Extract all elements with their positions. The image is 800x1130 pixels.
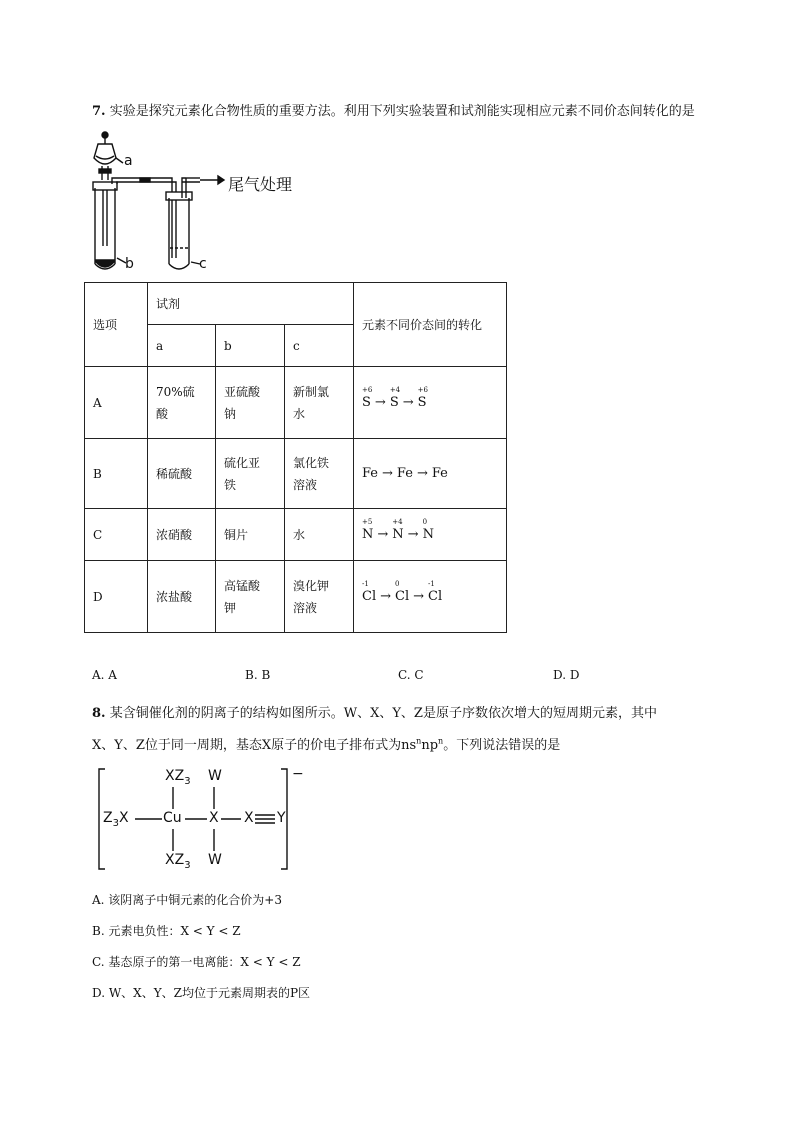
reagent-c-line1: 新制氯 [293,384,330,399]
conversion-chain [362,386,428,410]
conversion-cell [354,367,507,439]
q8-option-d: D. W、X、Y、Z均位于元素周期表的P区 [92,986,311,1000]
q7-answer-c: C. C [398,668,424,682]
reagent-b-line2: 钾 [224,600,237,615]
q7-answer-b: B. B [245,668,271,682]
table-row [85,509,507,561]
reagent-b-line1: 高锰酸 [224,578,261,593]
q8-option-b: B. 元素电负性：X < Y < Z [92,924,241,938]
oxidation-state: -1 [362,580,369,588]
element-text: Fe [431,466,448,481]
reagent-a [148,509,216,561]
subheader-a: a [148,325,216,367]
connecting-tube [112,178,176,258]
element-symbol [397,466,413,481]
q8-stem-text-2mid: np [421,738,439,753]
oxidation-state: +6 [417,386,428,394]
reagent-c [285,509,354,561]
q8-stem-line1 [92,702,657,721]
q8-stem-text-2a: X、Y、Z位于同一周期，基态X原子的价电子排布式为ns [92,738,417,753]
arrow-icon: → [413,589,425,604]
arrow-icon: → [416,466,428,481]
reagent-b-line1: 硫化亚 [224,455,261,470]
struct-charge: − [292,766,304,782]
oxidation-state: +4 [392,518,403,526]
q8-sup1: n [416,736,422,746]
element-symbol [422,518,434,542]
element-symbol [392,518,404,542]
reagent-table [84,282,507,633]
arrow-icon: → [374,395,386,410]
q7-answer-a: A. A [92,668,117,682]
element-text: S [362,395,371,410]
reagent-a-line2: 酸 [156,406,169,421]
struct-center-x: X [209,810,219,826]
struct-right-x: X [244,810,254,826]
conversion-cell [354,509,507,561]
reagent-c [285,561,354,633]
header-option: 选项 [85,283,148,367]
struct-bottom-left: $XZ_3$ [165,852,191,871]
q8-stem-line2 [92,734,560,753]
header-reagent: 试剂 [148,283,354,325]
label-a: a [124,153,133,169]
row-option: B [85,439,148,509]
element-symbol [428,580,443,604]
oxidation-state: -1 [428,580,435,588]
conversion-chain [362,580,443,604]
element-symbol [417,386,428,410]
apparatus-diagram [90,126,320,276]
reagent-a-line1: 70%硫 [156,384,195,399]
arrow-icon: → [380,589,392,604]
element-symbol [362,580,377,604]
reagent-a-line1: 浓硝酸 [156,527,193,542]
reagent-a [148,439,216,509]
reagent-b [216,509,285,561]
element-symbol [362,466,378,481]
conversion-cell [354,439,507,509]
reagent-b-line1: 铜片 [224,527,249,542]
exhaust-label: 尾气处理 [228,175,293,194]
row-option: A [85,367,148,439]
conversion-cell [354,561,507,633]
reagent-a-line1: 稀硫酸 [156,466,193,481]
struct-cu: Cu [163,810,182,826]
reagent-c-line1: 水 [293,527,306,542]
reagent-b-line2: 铁 [224,477,237,492]
reagent-b-line2: 钠 [224,406,237,421]
subheader-b: b [216,325,285,367]
reagent-c-line2: 溶液 [293,477,318,492]
reagent-a-line1: 浓盐酸 [156,589,193,604]
q8-option-c: C. 基态原子的第一电离能：X < Y < Z [92,955,301,969]
test-tube-c [166,178,200,269]
header-conversion: 元素不同价态间的转化 [354,283,507,367]
reagent-b [216,439,285,509]
reagent-c [285,439,354,509]
element-symbol [432,466,448,481]
reagent-c [285,367,354,439]
reagent-a [148,561,216,633]
element-symbol [362,518,374,542]
exhaust-arrow-icon [200,176,224,184]
arrow-icon: → [407,527,419,542]
oxidation-state: +5 [362,518,373,526]
label-c: c [199,256,207,272]
element-text: N [392,527,404,542]
q8-number: 8. [92,706,106,721]
reagent-c-line2: 溶液 [293,600,318,615]
reagent-b-line1: 亚硫酸 [224,384,261,399]
row-option: D [85,561,148,633]
element-text: N [362,527,374,542]
label-b: b [125,256,134,272]
oxidation-state: 0 [395,580,400,588]
table-row [85,367,507,439]
struct-y: Y [277,810,286,826]
arrow-icon: → [402,395,414,410]
arrow-icon: → [382,466,393,481]
q8-stem-text-2b: 。下列说法错误的是 [443,738,561,753]
oxidation-state: 0 [422,518,428,526]
struct-top-right: W [208,768,222,784]
element-symbol [389,386,401,410]
test-tube-b [93,182,126,269]
arrow-icon: → [377,527,389,542]
table-row [85,439,507,509]
element-text: Fe [362,466,379,481]
element-text: S [389,395,399,410]
element-symbol [362,386,373,410]
reagent-a [148,367,216,439]
conversion-chain [362,518,434,542]
element-symbol [395,580,410,604]
table-row [85,561,507,633]
struct-left-group: $Z_3X$ [103,810,129,829]
separatory-funnel [94,132,123,180]
q7-stem [92,100,695,119]
q8-stem-text-1: 某含铜催化剂的阴离子的结构如图所示。W、X、Y、Z是原子序数依次增大的短周期元素，其中 [109,706,657,721]
element-text: Cl [395,589,410,604]
q7-stem-text: 实验是探究元素化合物性质的重要方法。利用下列实验装置和试剂能实现相应元素不同价态间转化的是 [109,104,695,119]
row-option: C [85,509,148,561]
q7-number: 7. [92,104,106,119]
reagent-c-line2: 水 [293,406,306,421]
q7-answer-d: D. D [553,668,580,682]
reagent-b [216,367,285,439]
oxidation-state: +6 [362,386,373,394]
reagent-c-line1: 氯化铁 [293,455,330,470]
oxidation-state: +4 [389,386,401,394]
reagent-b [216,561,285,633]
reagent-c-line1: 溴化钾 [293,578,330,593]
element-text: Cl [428,589,443,604]
struct-bottom-right: W [208,852,222,868]
q8-sup2: n [438,736,444,746]
element-text: Cl [362,589,377,604]
conversion-chain [362,466,448,481]
element-text: S [417,395,427,410]
subheader-c: c [285,325,354,367]
element-text: Fe [396,466,413,481]
struct-top-left: $XZ_3$ [165,768,191,787]
q8-option-a: A. 该阴离子中铜元素的化合价为+3 [92,893,282,907]
element-text: N [422,527,434,542]
